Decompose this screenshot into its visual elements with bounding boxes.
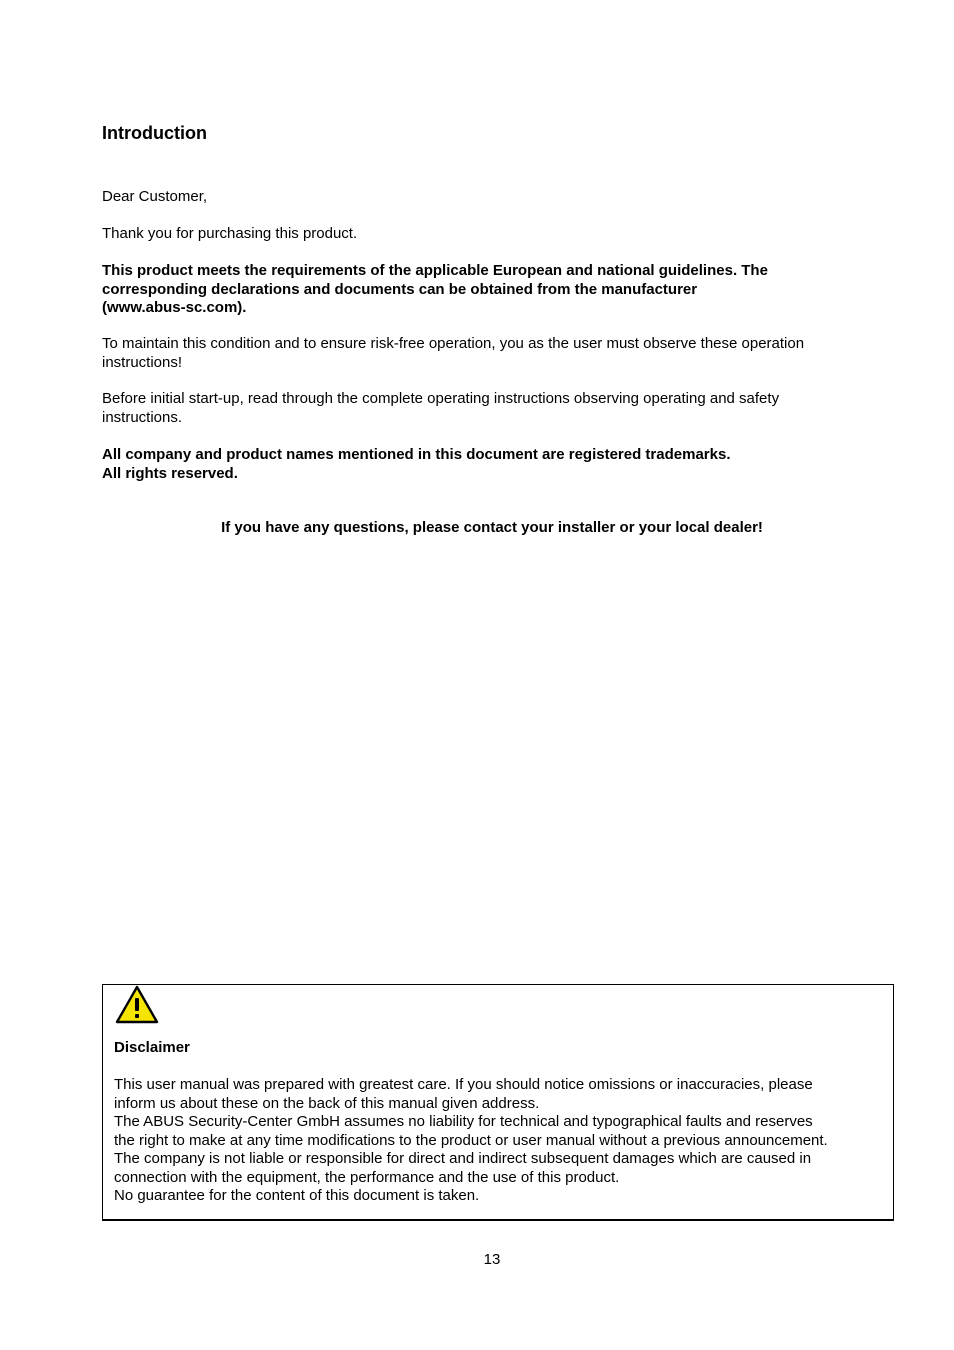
greeting-text: Dear Customer,: [102, 188, 208, 205]
conformity-line-3: (www.abus-sc.com).: [102, 299, 247, 316]
warning-icon: [115, 985, 159, 1025]
disclaimer-line: inform us about these on the back of this manual given address.: [114, 1094, 540, 1112]
trademarks-line-2: All rights reserved.: [102, 464, 238, 482]
disclaimer-box: [102, 984, 894, 1221]
thanks-text: Thank you for purchasing this product.: [102, 225, 358, 242]
disclaimer-line: the right to make at any time modifications to the product or user manual without a previous announcement.: [114, 1131, 828, 1149]
disclaimer-line: connection with the equipment, the performance and the use of this product.: [114, 1168, 620, 1186]
startup-paragraph: [102, 390, 872, 427]
trademarks-statement: [102, 446, 872, 483]
disclaimer-line: The ABUS Security-Center GmbH assumes no liability for technical and typographical faults and reserves: [114, 1113, 813, 1130]
disclaimer-title: Disclaimer: [114, 1039, 190, 1056]
startup-line-1: Before initial start-up, read through the complete operating instructions observing operating and safety: [102, 390, 780, 407]
disclaimer-line: This user manual was prepared with greatest care. If you should notice omissions or inaccuracies, please: [114, 1076, 813, 1093]
conformity-statement: [102, 262, 872, 318]
disclaimer-body: [114, 1076, 884, 1206]
page-number: 13: [483, 1251, 501, 1268]
page-title: Introduction: [102, 123, 207, 143]
disclaimer-line: The company is not liable or responsible for direct and indirect subsequent damages which are caused in: [114, 1150, 812, 1167]
disclaimer-line: No guarantee for the content of this document is taken.: [114, 1187, 480, 1204]
questions-note: If you have any questions, please contact your installer or your local dealer!: [221, 519, 763, 536]
conformity-line-2: corresponding declarations and documents can be obtained from the manufacturer: [102, 280, 698, 298]
maintain-paragraph: [102, 335, 872, 372]
maintain-line-1: To maintain this condition and to ensure risk-free operation, you as the user must observe these operation: [102, 335, 805, 352]
conformity-line-1: This product meets the requirements of the applicable European and national guidelines. The: [102, 262, 768, 279]
trademarks-line-1: All company and product names mentioned in this document are registered trademarks.: [102, 446, 731, 463]
maintain-line-2: instructions!: [102, 353, 183, 371]
startup-line-2: instructions.: [102, 408, 183, 426]
